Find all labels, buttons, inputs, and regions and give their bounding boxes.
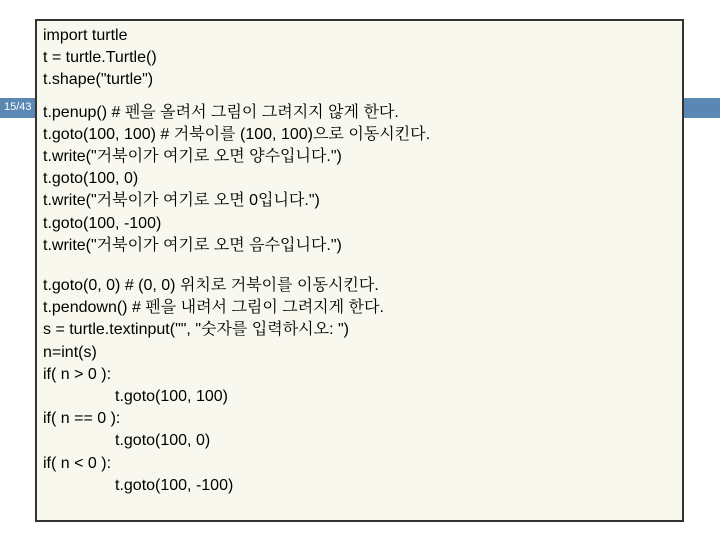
code-line: t.goto(100, -100) [43, 214, 162, 232]
code-line: if( n == 0 ): [43, 410, 121, 428]
code-line: if( n < 0 ): [43, 454, 112, 472]
code-line: t.write("거북이가 여기로 오면 0입니다.") [43, 192, 320, 210]
code-line: t.goto(100, -100) [115, 476, 234, 494]
code-line: import turtle [43, 27, 128, 44]
code-line: t.goto(100, 100) [115, 388, 228, 406]
code-line: if( n > 0 ): [43, 365, 112, 383]
code-line: t.shape("turtle") [43, 71, 154, 89]
code-line: t.goto(100, 0) [43, 170, 139, 188]
code-line: t.pendown() # 펜을 내려서 그림이 그려지게 한다. [43, 299, 384, 317]
code-line: s = turtle.textinput("", "숫자를 입력하시오: ") [43, 321, 349, 339]
code-line: t.goto(100, 100) # 거북이를 (100, 100)으로 이동시킨다. [43, 125, 431, 143]
code-spacer [43, 257, 682, 275]
code-line: t.goto(100, 0) [115, 432, 211, 450]
code-line: t.write("거북이가 여기로 오면 음수입니다.") [43, 236, 342, 254]
code-line: t.penup() # 펜을 올려서 그림이 그려지지 않게 한다. [43, 103, 399, 121]
code-line: n=int(s) [43, 343, 97, 361]
code-line: t.write("거북이가 여기로 오면 양수입니다.") [43, 148, 342, 166]
code-spacer [43, 92, 682, 102]
code-line: t.goto(0, 0) # (0, 0) 위치로 거북이를 이동시킨다. [43, 277, 379, 295]
code-box [35, 19, 684, 522]
code-line: t = turtle.Turtle() [43, 49, 157, 67]
page-number: 15/43 [4, 101, 32, 113]
